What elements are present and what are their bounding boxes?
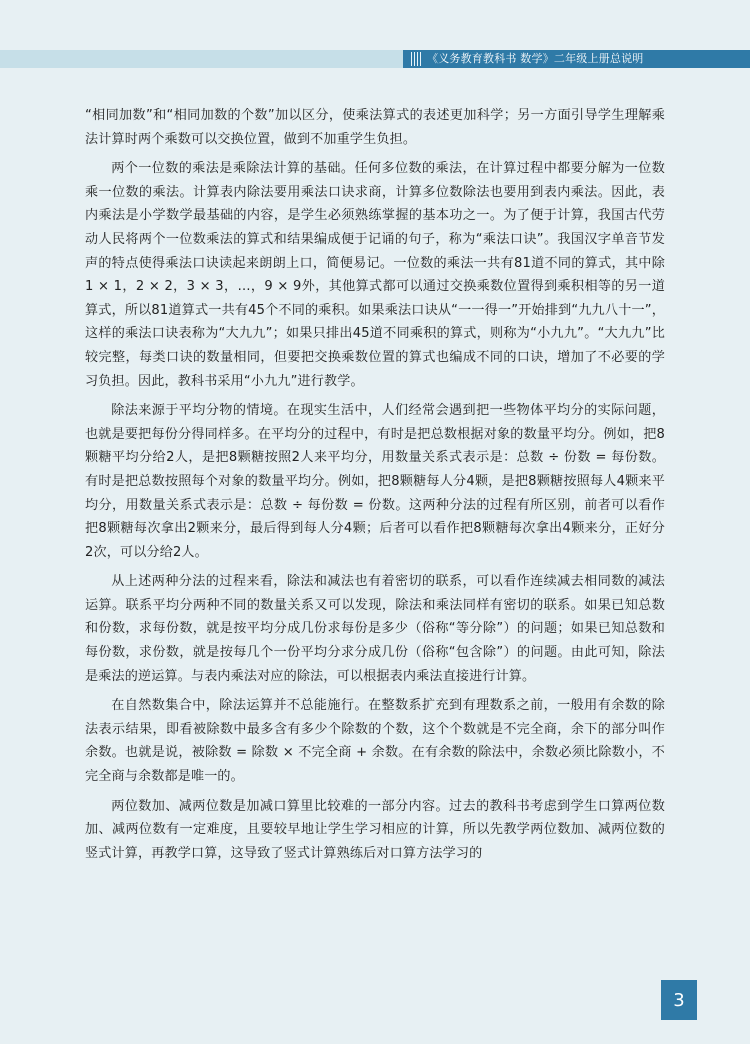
running-header-title: 《义务教育教科书 数学》二年级上册总说明 [427,52,644,65]
body-text [85,104,665,871]
page-number: 3 [661,980,697,1020]
paragraph-remainder: 在自然数集合中，除法运算并不总能施行。在整数系扩充到有理数系之前，一般用有余数的除法表示结果，即看被除数中最多含有多少个除数的个数，这个个数就是不完全商，余下的部分叫作余数。也就是说，被除数 = 除数 × 不完全商 + 余数。在有余数的除法中，余数必须比除数小，不完全商与余数都是唯一的。 [85,698,665,785]
running-header [403,50,750,68]
paragraph-division-relations: 从上述两种分法的过程来看，除法和减法也有着密切的联系，可以看作连续减去相同数的减法运算。联系平均分两种不同的数量关系又可以发现，除法和乘法同样有密切的联系。如果已知总数和份数，求每份数，就是按平均分成几份求每份是多少（俗称“等分除”）的问题；如果已知总数和每份数，求份数，就是按每几个一份平均分求分成几份（俗称“包含除”）的问题。由此可知，除法是乘法的逆运算。与表内乘法对应的除法，可以根据表内乘法直接进行计算。 [85,574,665,684]
paragraph-two-digit-addition: 两位数加、减两位数是加减口算里比较难的一部分内容。过去的教科书考虑到学生口算两位数加、减两位数有一定难度，且要较早地让学生学习相应的计算，所以先教学两位数加、减两位数的竖式计算，再教学口算，这导致了竖式计算熟练后对口算方法学习的 [85,798,665,861]
paragraph-division-origin: 除法来源于平均分物的情境。在现实生活中，人们经常会遇到把一些物体平均分的实际问题，也就是要把每份分得同样多。在平均分的过程中，有时是把总数根据对象的数量平均分。例如，把8颗糖平均分给2人，是把8颗糖按照2人来平均分，用数量关系式表示是：总数 ÷ 份数 = 每份数。有时是把总数按照每个对象的数量平均分。例如，把8颗糖每人分4颗，是把8颗糖按照每人4颗来平均分，用数量关系式表示是：总数 ÷ 每份数 = 份数。这两种分法的过程有所区别，前者可以看作把8颗糖每次拿出2颗来分，最后得到每人分4颗；后者可以看作把8颗糖每次拿出4颗来分，正好分2次，可以分给2人。 [85,403,665,560]
paragraph-multiplication-table: 两个一位数的乘法是乘除法计算的基础。任何多位数的乘法，在计算过程中都要分解为一位数乘一位数的乘法。计算表内除法要用乘法口诀求商，计算多位数除法也要用到表内乘法。因此，表内乘法是小学数学最基础的内容，是学生必须熟练掌握的基本功之一。为了便于计算，我国古代劳动人民将两个一位数乘法的算式和结果编成便于记诵的句子，称为“乘法口诀”。我国汉字单音节发声的特点使得乘法口诀读起来朗朗上口，简便易记。一位数的乘法一共有81道不同的算式，其中除1 × 1，2 × 2，3 × 3，…，9 × 9外，其他算式都可以通过交换乘数位置得到乘积相等的另一道算式，所以81道算式一共有45个不同的乘积。如果乘法口诀从“一一得一”开始排到“九九八十一”，这样的乘法口诀表称为“大九九”；如果只排出45道不同乘积的算式，则称为“小九九”。“大九九”比较完整，每类口诀的数量相同，但要把交换乘数位置的算式也编成不同的口诀，增加了不必要的学习负担。因此，教科书采用“小九九”进行教学。 [85,161,665,389]
header-stripe-decoration [411,52,421,66]
paragraph-continued: “相同加数”和“相同加数的个数”加以区分，使乘法算式的表述更加科学；另一方面引导学生理解乘法计算时两个乘数可以交换位置，做到不加重学生负担。 [85,108,665,147]
